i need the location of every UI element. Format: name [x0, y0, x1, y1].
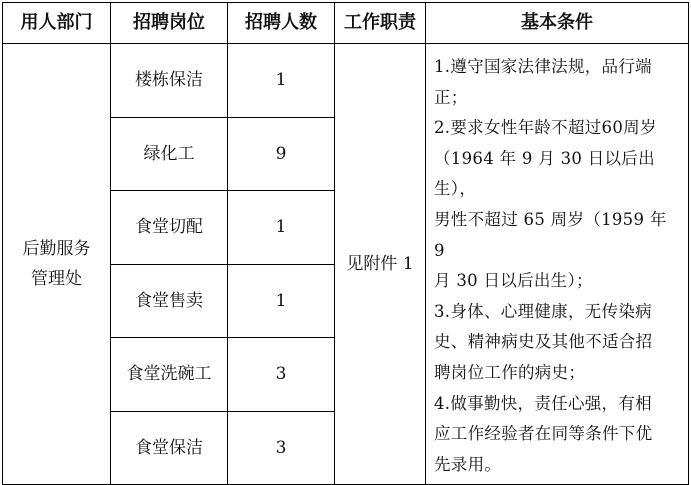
count-cell: 9: [228, 117, 335, 191]
requirement-line: 4.做事勤快，责任心强，有相: [434, 393, 652, 413]
position-cell: 楼栋保洁: [111, 44, 228, 118]
count-cell: 1: [228, 264, 335, 338]
requirement-line: 先录用。: [434, 454, 502, 474]
requirement-line: 男性不超过 65 周岁（1959 年 9: [434, 209, 667, 260]
requirement-line: 3.身体、心理健康，无传染病: [434, 301, 652, 321]
position-cell: 食堂保洁: [111, 411, 228, 485]
requirement-line: 史、精神病史及其他不适合招: [434, 332, 653, 352]
department-line: 管理处: [31, 269, 82, 290]
count-cell: 3: [228, 338, 335, 412]
header-position: 招聘岗位: [111, 3, 228, 44]
header-duty: 工作职责: [335, 3, 426, 44]
requirement-line: （1964 年 9 月 30 日以后出生），: [434, 148, 655, 199]
department-cell: [3, 44, 111, 485]
position-cell: 食堂切配: [111, 191, 228, 265]
position-cell: 绿化工: [111, 117, 228, 191]
requirement-line: 1.遵守国家法律法规，品行端: [434, 57, 652, 76]
requirements-cell: [426, 44, 689, 485]
header-department: 用人部门: [3, 3, 111, 44]
requirement-line: 聘岗位工作的病史；: [434, 362, 586, 382]
requirement-line: 应工作经验者在同等条件下优: [434, 424, 653, 444]
requirement-line: 月 30 日以后出生）；: [434, 271, 593, 291]
requirement-line: 2.要求女性年龄不超过60周岁: [434, 118, 657, 138]
position-cell: 食堂洗碗工: [111, 338, 228, 412]
count-cell: 1: [228, 191, 335, 265]
count-cell: 1: [228, 44, 335, 118]
header-row: [3, 3, 689, 44]
duty-cell: 见附件 1: [335, 44, 426, 485]
recruitment-table: [2, 2, 689, 485]
header-requirements: 基本条件: [426, 3, 689, 44]
position-cell: 食堂售卖: [111, 264, 228, 338]
header-count: 招聘人数: [228, 3, 335, 44]
table-row: [3, 44, 689, 118]
department-line: 后勤服务: [22, 239, 91, 260]
count-cell: 3: [228, 411, 335, 485]
requirement-line: 正；: [434, 87, 468, 107]
